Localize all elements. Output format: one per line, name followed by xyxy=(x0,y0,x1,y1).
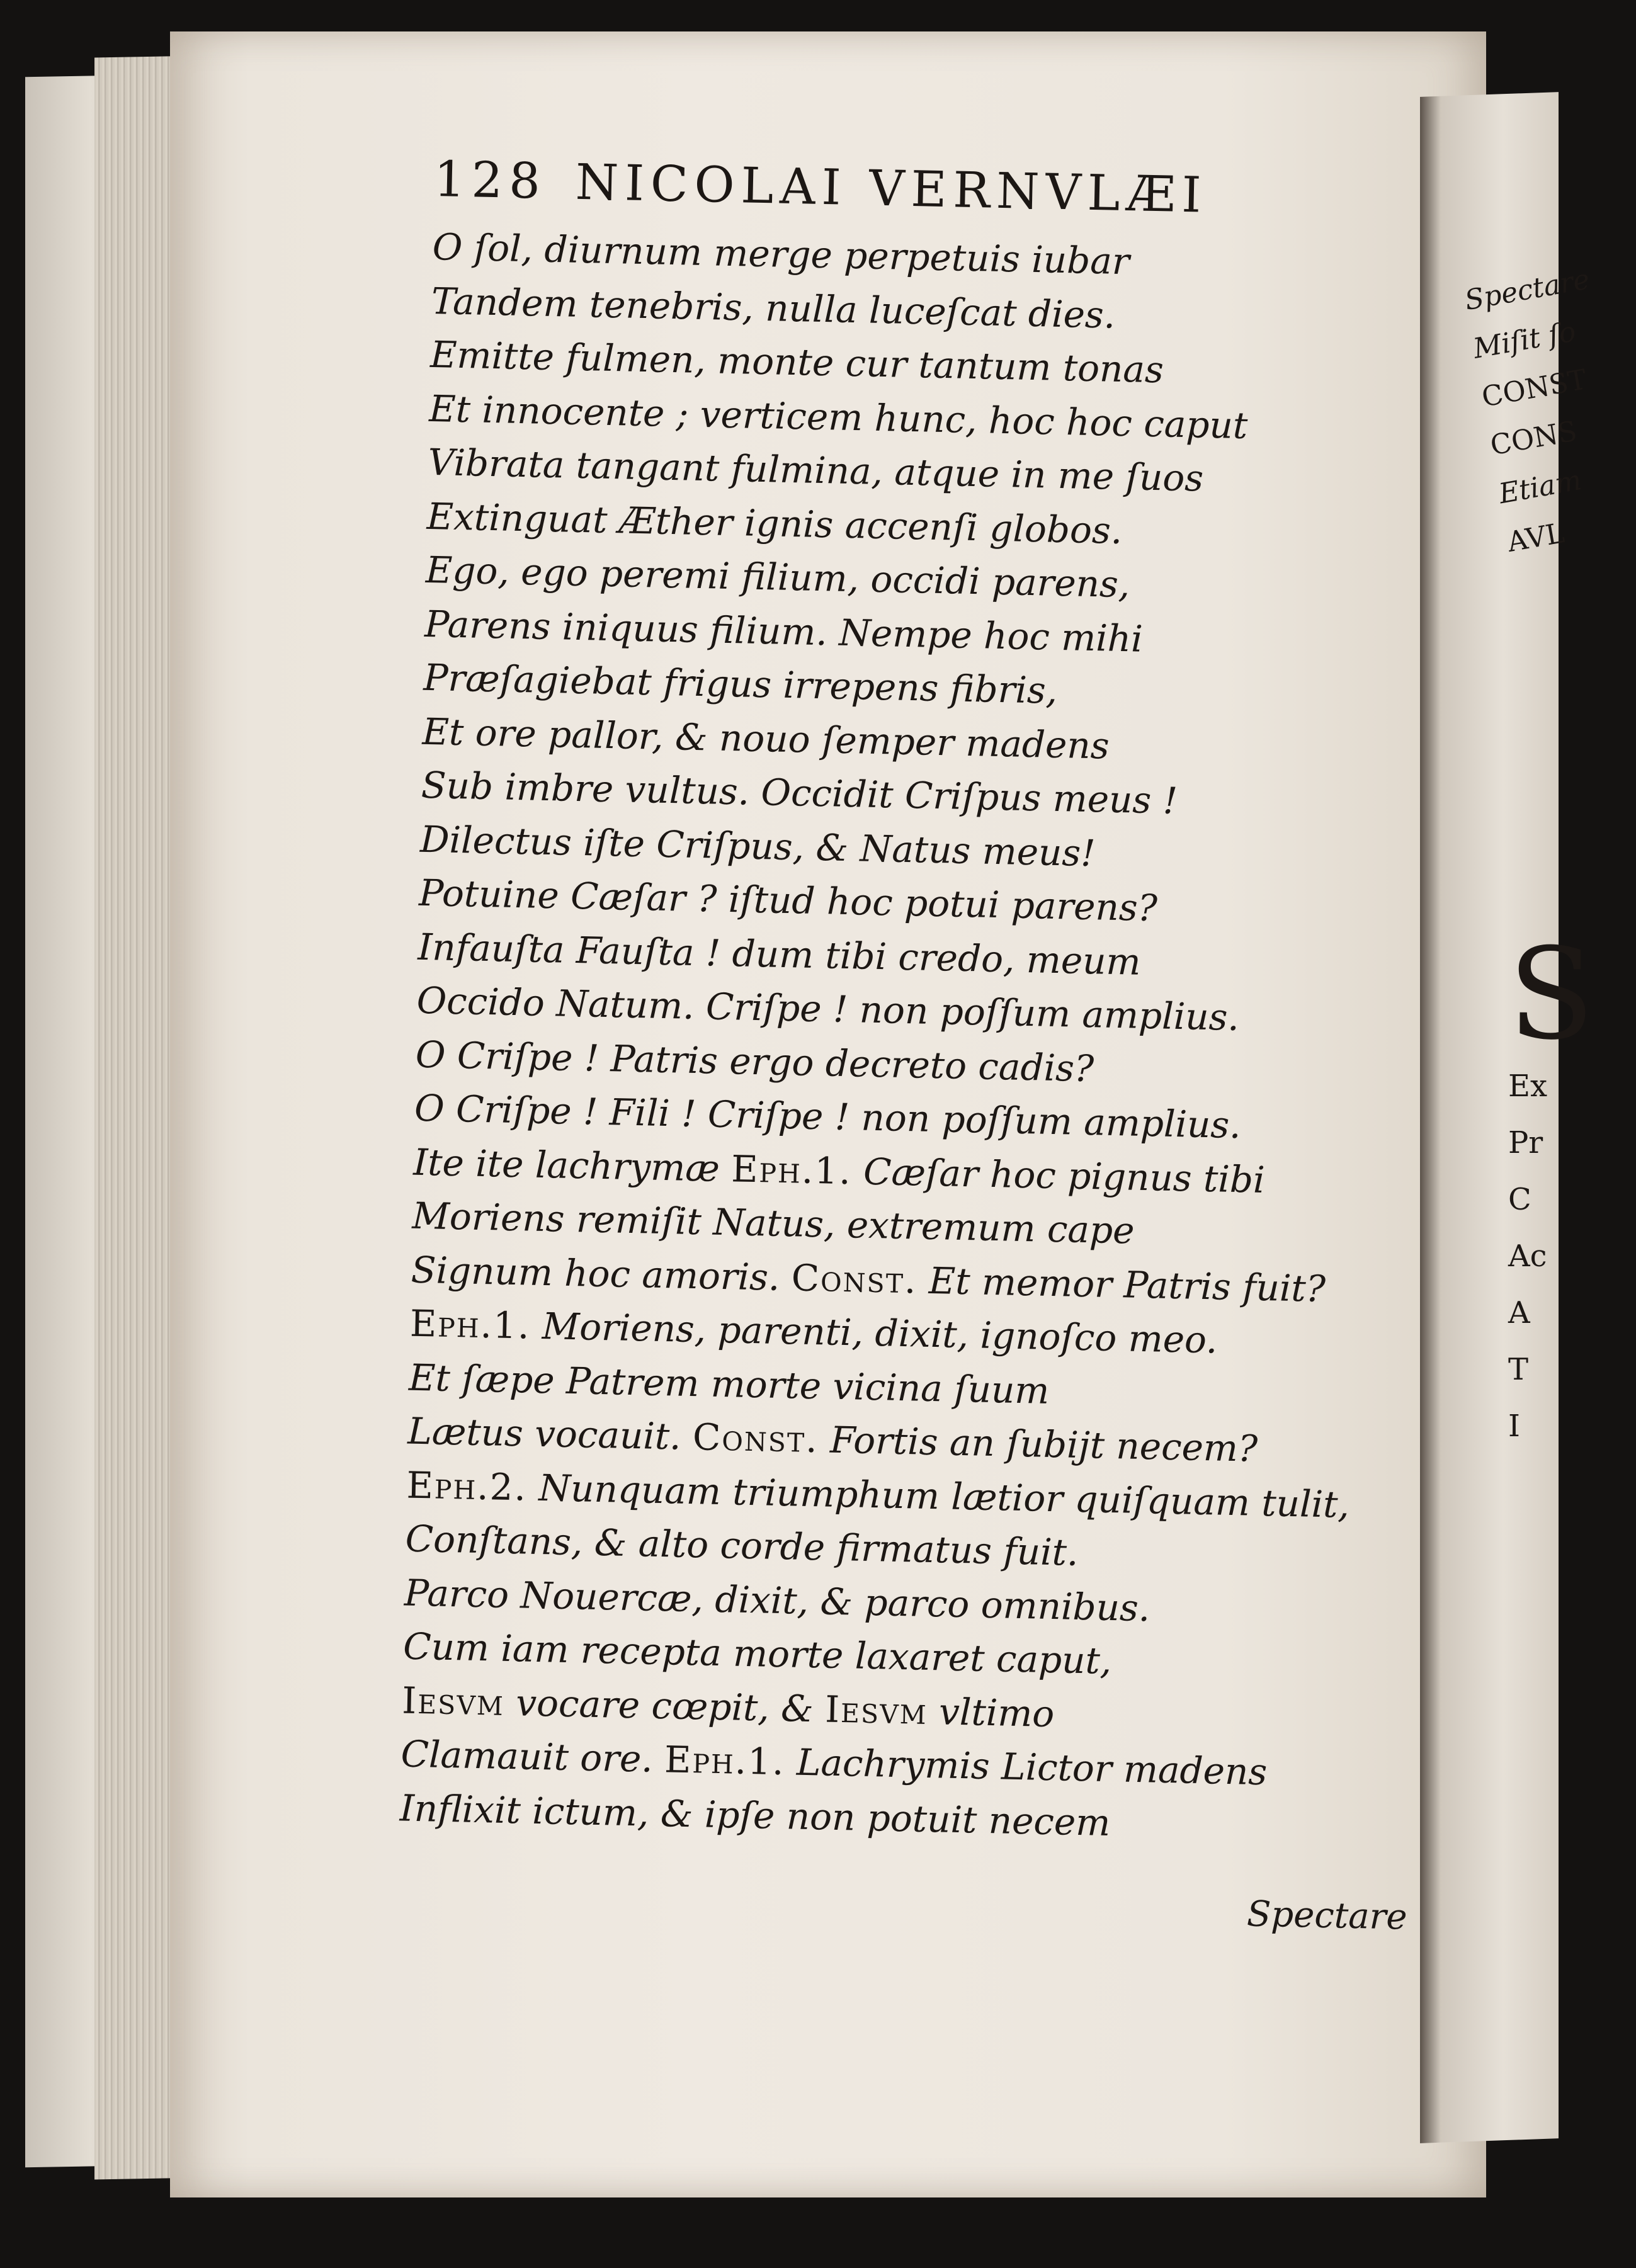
speaker-label: Eph.1. xyxy=(730,1147,853,1193)
verse-text: Potuine Cæſar ? iſtud hoc potui parens? xyxy=(418,871,1158,930)
verse-text: Lætus vocauit. xyxy=(407,1409,693,1459)
verse-text: Infauſta Fauſta ! dum tibi credo, meum xyxy=(417,925,1142,984)
verse-text: vocare cœpit, & xyxy=(504,1681,826,1731)
facing-page-mid-text xyxy=(1508,921,1595,1454)
facing-fragment: Etiam xyxy=(1496,464,1584,511)
verse-text: O Criſpe ! Patris ergo decreto cadis? xyxy=(415,1033,1094,1090)
speaker-label: Const. xyxy=(791,1256,918,1301)
facing-fragment: Ac xyxy=(1508,1239,1547,1274)
verse-text: Occido Natum. Criſpe ! non poſſum amplius. xyxy=(416,978,1240,1040)
verse-text: Moriens remiſit Natus, extremum cape xyxy=(411,1194,1135,1252)
verse-text: Vibrata tangant fulmina, atque in me ſuos xyxy=(427,440,1204,500)
verse-text: Nunquam triumphum lætior quiſquam tulit, xyxy=(526,1466,1350,1526)
speaker-label: Eph.1. xyxy=(664,1738,786,1784)
verse-text: Parens iniquus filium. Nempe hoc mihi xyxy=(424,602,1144,661)
verse-text: Signum hoc amoris. xyxy=(411,1248,792,1299)
verse-text: Conſtans, & alto corde firmatus fuit. xyxy=(405,1517,1079,1574)
verse-text: Et ſæpe Patrem morte vicina ſuum xyxy=(408,1356,1050,1412)
facing-fragment: Ex xyxy=(1508,1069,1548,1104)
verse-text: Fortis an ſubijt necem? xyxy=(818,1418,1258,1470)
facing-fragment: T xyxy=(1508,1352,1529,1387)
speaker-label: Eph.1. xyxy=(409,1301,531,1347)
verse-text: Dilectus iſte Criſpus, & Natus meus! xyxy=(419,817,1096,875)
running-head-author: NICOLAI VERNVLÆI xyxy=(574,154,1208,224)
verse-text: Et ore pallor, & nouo ſemper madens xyxy=(421,710,1110,768)
verse-text: Parco Nouercæ, dixit, & parco omnibus. xyxy=(404,1571,1150,1630)
verse-text: O Criſpe ! Fili ! Criſpe ! non poſſum amplius. xyxy=(414,1086,1242,1147)
speaker-label: Iesvm xyxy=(401,1678,505,1724)
page-number: 128 xyxy=(433,151,547,210)
facing-fragment: Spectare xyxy=(1462,263,1593,317)
facing-fragment: A xyxy=(1508,1295,1530,1330)
facing-fragment: C xyxy=(1508,1182,1531,1217)
verse-text: Inflixit ictum, & ipſe non potuit necem xyxy=(399,1786,1111,1844)
verse-text: Sub imbre vultus. Occidit Criſpus meus ! xyxy=(421,763,1178,822)
speaker-label: Const. xyxy=(692,1415,819,1461)
catchword: Spectare xyxy=(1246,1893,1408,1938)
facing-fragment: I xyxy=(1508,1409,1520,1444)
drop-initial: S xyxy=(1508,921,1595,1068)
verse-text: Cum iam recepta morte laxaret caput, xyxy=(402,1624,1112,1683)
facing-fragment: Miſit ſo xyxy=(1470,315,1579,365)
verse-text: Ego, ego peremi filium, occidi parens, xyxy=(425,548,1130,606)
facing-fragment: AVL xyxy=(1504,517,1567,559)
verse-text: Præſagiebat frigus irrepens fibris, xyxy=(423,655,1058,712)
facing-fragment: CONST xyxy=(1479,363,1589,414)
verse-text: Clamauit ore. xyxy=(400,1732,665,1781)
facing-fragment: CONS xyxy=(1487,415,1580,462)
verse-text: Tandem tenebris, nulla luceſcat dies. xyxy=(431,279,1116,337)
text-block xyxy=(399,151,1404,1856)
speaker-label: Iesvm xyxy=(824,1687,928,1733)
verse-lines xyxy=(399,220,1402,1856)
verse-text: Ite ite lachrymæ xyxy=(412,1140,732,1190)
facing-fragment: Pr xyxy=(1508,1125,1543,1160)
verse-text: Extinguat Æther ignis accenſi globos. xyxy=(426,494,1123,552)
verse-text: Et memor Patris fuit? xyxy=(916,1258,1326,1310)
speaker-label: Eph.2. xyxy=(406,1463,528,1509)
verse-text: Cæſar hoc pignus tibi xyxy=(851,1149,1266,1201)
verse-text: O ſol, diurnum merge perpetuis iubar xyxy=(432,225,1130,283)
verse-text: Lachrymis Lictor madens xyxy=(784,1740,1268,1794)
verse-text: vltimo xyxy=(927,1689,1055,1735)
verse-text: Et innocente ; verticem hunc, hoc hoc caput xyxy=(428,387,1248,447)
verse-text: Emitte fulmen, monte cur tantum tonas xyxy=(429,332,1164,392)
verse-text: Moriens, parenti, dixit, ignoſco meo. xyxy=(530,1304,1218,1362)
